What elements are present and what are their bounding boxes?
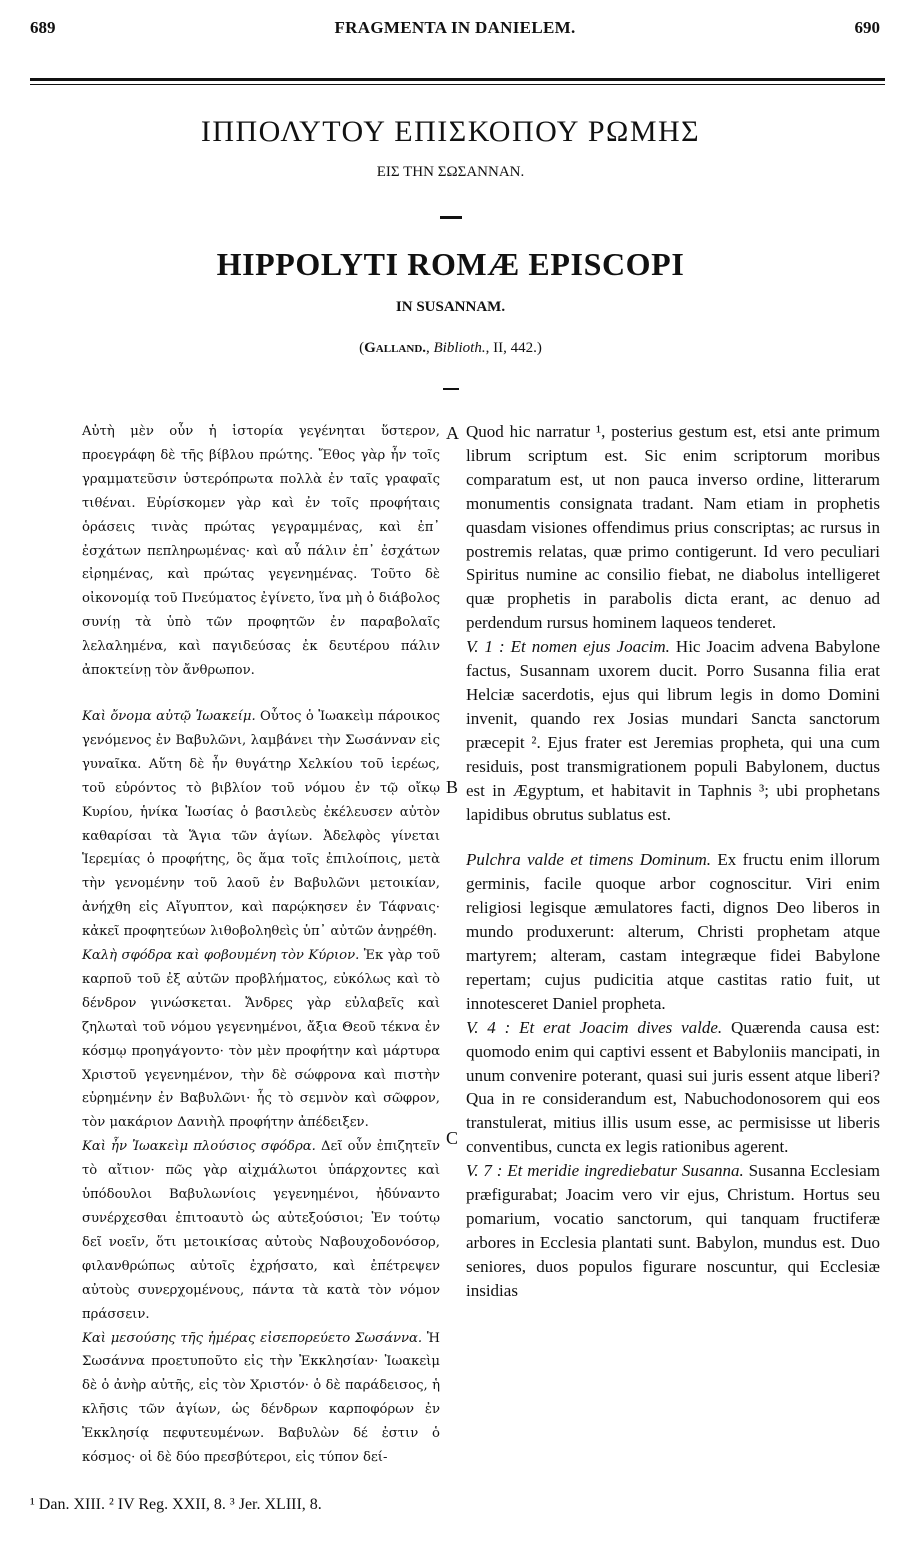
page-number-left: 689: [30, 18, 56, 37]
margin-marker-a: A: [446, 423, 459, 443]
greek-text: Ἐκ γὰρ τοῦ καρποῦ τοῦ ἐξ αὐτῶν προβλήματος, εὐκόλως καὶ τὸ δένδρον γινώσκεται. Ἄνδρες γὰρ εὐλαβεῖς καὶ ζηλωταὶ τοῦ νόμου γεγενημένοι, ἄξια Θεοῦ τέκνα ἐν κόσμῳ προηγάγοντο· τὸν μὲν προφήτην καὶ μάρτυρα Χριστοῦ γεγενημένον, τὴν δὲ σώφρονα καὶ πιστὴν εὑρημένην ἐν Βαβυλῶνι· ἧς τὸ σεμνὸν καὶ σῶφρον, τὸν μακάριον Δανιὴλ προφήτην ἀπέδειξεν.: [82, 948, 440, 1131]
header-rule-thick: [30, 78, 885, 81]
greek-paragraph: [82, 944, 440, 1135]
source-open: (: [359, 340, 365, 356]
greek-lead: Καὶ ἦν Ἰωακεὶμ πλούσιος σφόδρα.: [82, 1139, 316, 1155]
title-latin: HIPPOLYTI ROMÆ EPISCOPI: [216, 246, 685, 282]
greek-paragraph: [82, 420, 440, 683]
section-dash: [443, 388, 459, 390]
latin-paragraph: [466, 848, 880, 1015]
greek-paragraph: [82, 705, 440, 944]
greek-lead: Καὶ μεσούσης τῆς ἡμέρας εἰσεπορεύετο Σωσάννα.: [82, 1330, 423, 1346]
latin-column: [466, 420, 880, 1303]
source-citation: [0, 340, 901, 357]
running-title: FRAGMENTA IN DANIELEM.: [334, 18, 576, 37]
title-dash: [440, 216, 462, 219]
subtitle-greek: ΕΙΣ ΤΗΝ ΣΩΣΑΝΝΑΝ.: [376, 164, 525, 180]
greek-paragraph: [82, 1135, 440, 1326]
greek-text: Ἡ Σωσάννα προετυποῦτο εἰς τὴν Ἐκκλησίαν· Ἰωακεὶμ δὲ ὁ ἀνὴρ αὐτῆς, εἰς τὸν Χριστόν· ὁ δὲ παράδεισος, ἡ κλῆσις τῶν ἁγίων, ὡς δένδρων καρποφόρων ἐν Ἐκκλησίᾳ πεφυτευμένων. Βαβυλὼν δέ ἐστιν ὁ κόσμος· οἱ δὲ δύο πρεσβύτεροι, εἰς τύπον δεί-: [82, 1330, 440, 1466]
greek-lead: Καὶ ὄνομα αὐτῷ Ἰωακείμ.: [82, 708, 256, 724]
latin-paragraph: [466, 1016, 880, 1159]
latin-text: Susanna Ecclesiam præfigurabat; Joacim vero vir ejus, Christum. Hortus seu pomarium, vocatio sanctorum, qui tanquam fructiferæ arbores in Ecclesia plantati sunt. Babylon, mundus est. Duo seniores, duos populos figurare noscuntur, qui Ecclesiæ insidias: [466, 1161, 880, 1300]
greek-paragraph: [82, 1327, 440, 1470]
latin-text: Ex fructu enim illorum germinis, facile quoque arbor cognoscitur. Viri enim religiosi legisque æmulatores facti, dignos Deo liberos in mundo produxerunt: alterum, Christi prophetam atque martyrem; alteram, castam integræque fidei Babylone repertam; cujus pudicitia atque castitas ratio fuit, ut innotesceret Daniel propheta.: [466, 850, 880, 1013]
source-rest: , II, 442.): [485, 340, 542, 356]
source-sep: ,: [426, 340, 434, 356]
latin-lead: Pulchra valde et timens Dominum.: [466, 850, 711, 870]
footnotes: ¹ Dan. XIII. ² IV Reg. XXII, 8. ³ Jer. XLIII, 8.: [30, 1496, 322, 1513]
margin-marker-c: C: [446, 1128, 459, 1148]
latin-lead: V. 7 : Et meridie ingrediebatur Susanna.: [466, 1161, 744, 1181]
subtitle-latin: IN SUSANNAM.: [395, 299, 506, 315]
margin-marker-b: B: [446, 777, 459, 797]
source-author: Galland.: [364, 340, 427, 356]
greek-text: Οὗτος ὁ Ἰωακεὶμ πάροικος γενόμενος ἐν Βαβυλῶνι, λαμβάνει τὴν Σωσάνναν εἰς γυναῖκα. Αὕτη δὲ ἦν θυγάτηρ Χελκίου τοῦ ἱερέως, τοῦ εὑρόντος τὸ βιβλίον τοῦ νόμου ἐν τῷ οἴκῳ Κυρίου, ἡνίκα Ἰωσίας ὁ βασιλεὺς ἐκέλευσεν αὐτὸν καθαρίσαι τὰ Ἅγια τῶν ἁγίων. Ἀδελφὸς γίνεται Ἱερεμίας ὁ προφήτης, ὃς ἅμα τοῖς ἐπιλοίποις, μετὰ τὴν γενομένην τοῦ λαοῦ ἐν Βαβυλῶνι μετοικίαν, ἀνήχθη εἰς Αἴγυπτον, καὶ παρῴκησεν ἐν Τάφναις· κἀκεῖ προφητεύων λιθοβοληθεὶς ὑπ᾽ αὐτῶν ἀνῃρέθη.: [82, 708, 440, 940]
greek-column: [82, 420, 440, 1470]
latin-lead: V. 1 : Et nomen ejus Joacim.: [466, 637, 670, 657]
greek-text: Αὐτὴ μὲν οὖν ἡ ἱστορία γεγένηται ὕστερον, προεγράφη δὲ τῆς βίβλου πρώτης. Ἔθος γὰρ ἦν τοῖς γραμματεῦσιν ὑστερόπρωτα πολλὰ ἐν ταῖς γραφαῖς τιθέναι. Εὑρίσκομεν γὰρ καὶ ἐν τοῖς προφήταις ὁράσεις τινὰς πρώτας γεγραμμένας, καὶ ἐπ᾽ ἐσχάτων πεπληρωμένας· καὶ αὖ πάλιν ἐπ᾽ ἐσχάτων εἰρημένας, καὶ πρώτας γεγενημένας. Τοῦτο δὲ οἰκονομίᾳ τοῦ Πνεύματος ἐγίνετο, ἵνα μὴ ὁ διάβολος συνίῃ τὰ ὑπὸ τῶν προφητῶν ἐν παραβολαῖς λελαλημένα, καὶ παγιδεύσας ἐκ δευτέρου πάλιν ἀποκτείνῃ τὸν ἄνθρωπον.: [82, 424, 440, 679]
page-number-right: 690: [854, 18, 880, 37]
latin-text: Quærenda causa est: quomodo enim qui captivi essent et Babyloniis mancipati, in unum convenire poterant, quasi sui juris essent atque liberi? Qua in re considerandum est, Nabuchodonosorem qui eos transtulerat, mitius illis usum esse, ac permisisse ut liberis conventibus, cuncta ex legis rationibus agerent.: [466, 1017, 880, 1157]
running-head: [30, 18, 880, 42]
title-greek: ΙΠΠΟΛΥΤΟΥ ΕΠΙΣΚΟΠΟΥ ΡΩΜΗΣ: [200, 115, 701, 148]
latin-paragraph: [466, 1159, 880, 1302]
header-rule-thin: [30, 84, 885, 85]
greek-lead: Καλὴ σφόδρα καὶ φοβουμένη τὸν Κύριον.: [82, 948, 360, 964]
latin-text: Quod hic narratur ¹, posterius gestum est, etsi ante primum librum scriptum est. Sic enim scriptorum moribus comparatum est, ut non pauca inverso ordine, litterarum monumentis consignata tradant. Nam etiam in prophetis quasdam visiones offendimus prius conscriptas; ac rursus in postremis relatas, quæ primo contigerunt. Id vero peculiari Spiritus numine ac consilio fiebat, ne diabolus intelligeret quæ prophetis in parabolis dicta erant, ac denuo ad perdendum rursus hominem laqueos tenderet.: [466, 422, 880, 633]
latin-text: Hic Joacim advena Babylone factus, Susannam uxorem ducit. Porro Susanna filia erat Helciæ sacerdotis, ejus qui librum legis in domo Domini invenit, quando rex Josias mundari Sancta sanctorum præcepit ². Ejus frater est Jeremias propheta, qui una cum residuis, post transmigrationem populi Babylonem, ductus est in Ægyptum, et habitavit in Taphnis ³; ubi prophetans lapidibus obrutus sublatus est.: [466, 637, 880, 824]
latin-lead: V. 4 : Et erat Joacim dives valde.: [466, 1017, 723, 1037]
source-work: Biblioth.: [433, 340, 486, 356]
latin-paragraph: [466, 635, 880, 826]
greek-text: Δεῖ οὖν ἐπιζητεῖν τὸ αἴτιον· πῶς γὰρ αἰχμάλωτοι ὑπάρχοντες καὶ ὑπόδουλοι Βαβυλωνίοις γεγενημένοι, ἠδύναντο συνέρχεσθαι ἐπιτοαυτὸ ὡς αὐτεξούσιοι; Ἐν τούτῳ δεῖ νοεῖν, ὅτι μετοικίσας αὐτοὺς Ναβουχοδονόσορ, φιλανθρώπως αὐτοῖς ἐχρήσατο, καὶ ἐπέτρεψεν αὐτοὺς συνερχομένους, πάντα τὰ κατὰ τὸν νόμον πράσσειν.: [82, 1139, 441, 1322]
latin-paragraph: [466, 420, 880, 635]
